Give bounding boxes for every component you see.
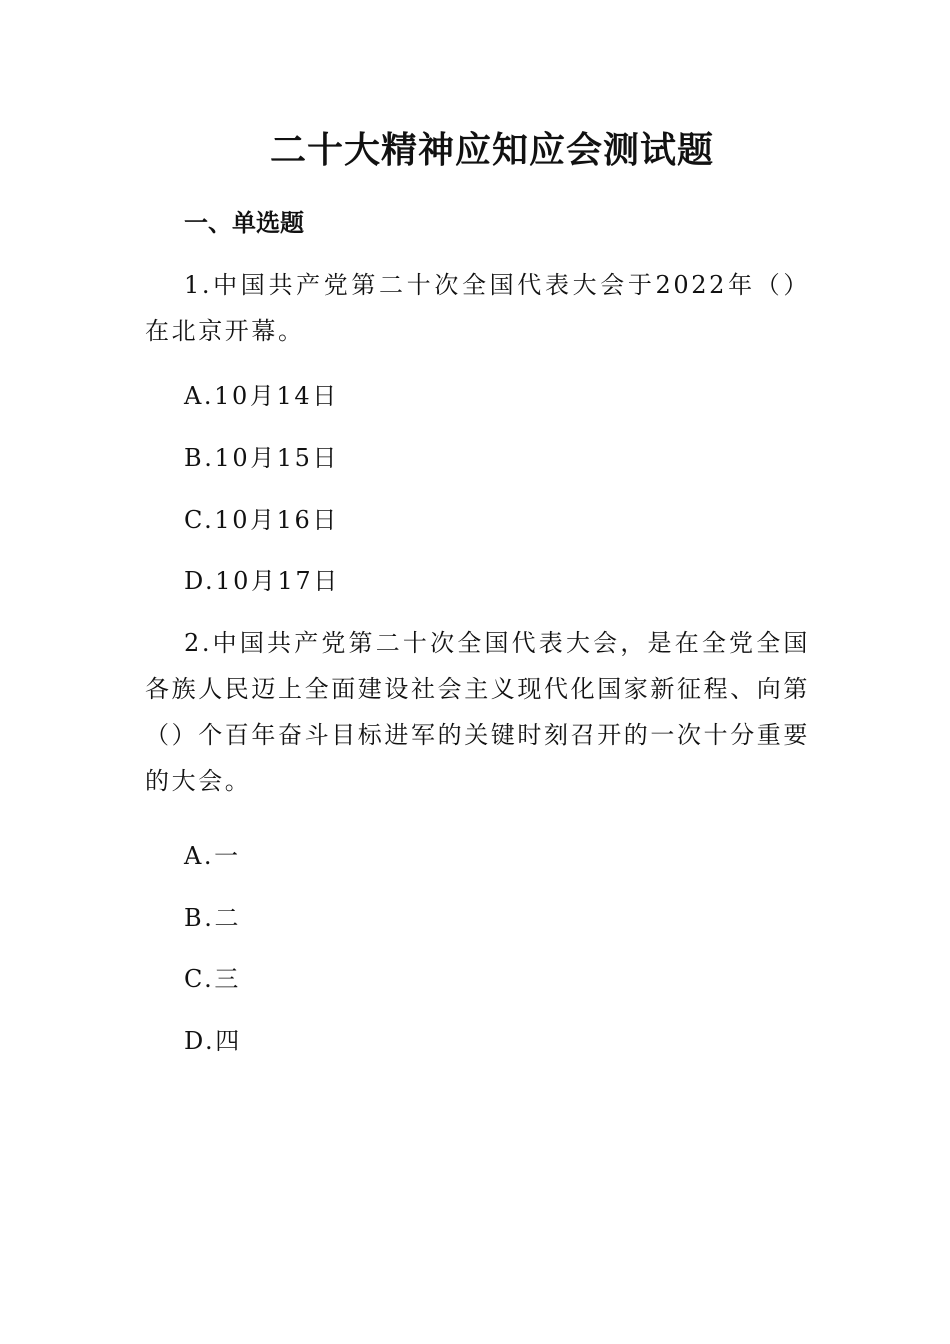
- question-1-option-c: C.10月16日: [184, 506, 340, 534]
- section-heading: 一、单选题: [184, 209, 304, 237]
- question-2-option-c: C.三: [184, 965, 241, 993]
- question-2-option-d: D.四: [184, 1027, 242, 1055]
- page-title: 二十大精神应知应会测试题: [269, 129, 714, 171]
- question-1-option-a: A.10月14日: [184, 382, 339, 410]
- question-2-option-b: B.二: [184, 904, 242, 932]
- question-1-text: 1.中国共产党第二十次全国代表大会于2022年（）在北京开幕。: [145, 271, 810, 345]
- question-2-text: 2.中国共产党第二十次全国代表大会，是在全党全国各族人民迈上全面建设社会主义现代化国家新征程、向第（）个百年奋斗目标进军的关键时刻召开的一次十分重要的大会。: [145, 629, 810, 795]
- question-2-option-a: A.一: [184, 842, 241, 870]
- question-1-option-b: B.10月15日: [184, 444, 340, 472]
- question-1-option-d: D.10月17日: [184, 567, 340, 595]
